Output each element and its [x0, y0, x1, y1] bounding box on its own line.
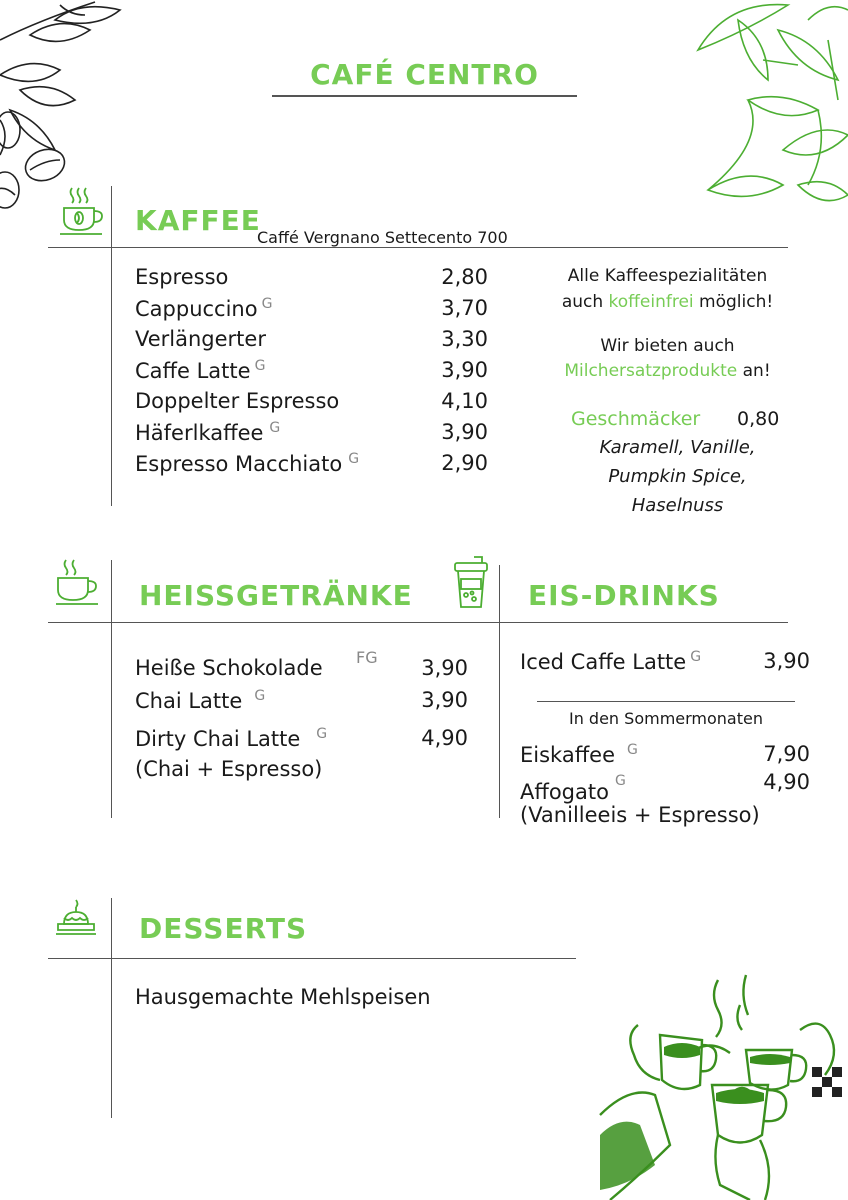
- item-price: 4,90: [763, 770, 810, 794]
- menu-item-espresso: [135, 265, 228, 289]
- desserts-vertical-rule: [111, 898, 112, 1118]
- pudding-dessert-icon: [54, 898, 100, 944]
- allergen-marker: G: [690, 649, 702, 665]
- info-text: an!: [737, 361, 771, 381]
- item-price: 3,90: [441, 420, 488, 444]
- item-price: 3,90: [441, 358, 488, 382]
- heiss-heading: HEISSGETRÄNKE: [139, 579, 413, 612]
- allergen-marker: G: [316, 726, 328, 742]
- kaffee-horizontal-rule: [48, 247, 788, 248]
- item-name: Affogato: [520, 780, 609, 804]
- eis-vertical-rule: [499, 565, 500, 818]
- menu-item-dirty-chai-latte: [135, 726, 327, 751]
- green-leaves-decoration: [688, 0, 848, 210]
- info-text: auch: [561, 292, 609, 312]
- menu-item-doppelter-espresso: [135, 389, 339, 413]
- item-name: Chai Latte: [135, 689, 243, 713]
- allergen-marker: G: [254, 688, 266, 704]
- flavor-list-line: Pumpkin Spice,: [608, 466, 747, 487]
- allergen-marker: G: [614, 773, 626, 789]
- item-name: Dirty Chai Latte: [135, 727, 301, 751]
- milchersatz-highlight: Milchersatzprodukte: [564, 361, 738, 381]
- item-name: Heiße Schokolade: [135, 656, 323, 680]
- affogato-description: (Vanilleeis + Espresso): [520, 803, 760, 827]
- menu-item-verlaengerter: [135, 327, 266, 351]
- menu-item-chai-latte: [135, 688, 265, 713]
- flavors-label: [571, 408, 700, 430]
- info-line-4: [535, 361, 800, 381]
- item-price: 4,90: [421, 726, 468, 750]
- kaffee-vertical-rule: [111, 186, 112, 506]
- item-price: 2,90: [441, 451, 488, 475]
- allergen-marker: G: [261, 296, 273, 312]
- summer-note: In den Sommermonaten: [568, 709, 763, 728]
- eis-heading: EIS-DRINKS: [528, 579, 720, 612]
- menu-item-caffe-latte: [135, 358, 265, 383]
- menu-title: CAFÉ CENTRO: [310, 58, 539, 91]
- summer-divider: [537, 701, 795, 702]
- item-price: 2,80: [441, 265, 488, 289]
- item-name: Espresso Macchiato: [135, 452, 343, 476]
- flavors-label-text: Geschmäcker: [571, 408, 701, 430]
- item-price: 3,30: [441, 327, 488, 351]
- menu-item-affogato: [520, 773, 626, 804]
- hot-drink-cup-icon: [54, 558, 100, 606]
- item-name: Eiskaffee: [520, 743, 616, 767]
- kaffee-subtitle: Caffé Vergnano Settecento 700: [257, 228, 508, 247]
- iced-drink-cup-icon: [452, 555, 490, 611]
- allergen-marker: G: [269, 420, 281, 436]
- heiss-vertical-rule: [111, 560, 112, 818]
- heiss-eis-horizontal-rule: [48, 622, 788, 623]
- allergen-marker: G: [627, 742, 638, 758]
- info-line-1: Alle Kaffeespezialitäten: [567, 266, 768, 286]
- allergen-marker: G: [348, 451, 360, 467]
- allergen-marker: FG: [356, 648, 378, 667]
- item-name: Verlängerter: [135, 327, 266, 351]
- item-price: 3,70: [441, 296, 488, 320]
- item-name: Häferlkaffee: [135, 421, 264, 445]
- flavor-list-line: Karamell, Vanille,: [599, 437, 756, 458]
- desserts-heading: DESSERTS: [139, 912, 308, 945]
- info-text: möglich!: [693, 292, 774, 312]
- info-line-3: Wir bieten auch: [600, 336, 735, 356]
- coffee-cup-icon: [58, 186, 104, 238]
- item-price: 3,90: [763, 649, 810, 673]
- info-line-2: [535, 292, 800, 312]
- dirty-chai-description: (Chai + Espresso): [135, 757, 323, 781]
- allergen-marker: G: [254, 358, 266, 374]
- title-underline: [272, 95, 577, 97]
- flavor-list-line: Haselnuss: [631, 495, 724, 516]
- menu-item-haeferlkaffee: [135, 420, 280, 445]
- menu-item-espresso-macchiato: [135, 451, 359, 476]
- item-name: Iced Caffe Latte: [520, 650, 687, 674]
- menu-item-heisse-schokolade: [135, 656, 323, 680]
- menu-item-iced-caffe-latte: [520, 649, 701, 674]
- item-price: 3,90: [421, 656, 468, 680]
- menu-item-mehlspeisen: Hausgemachte Mehlspeisen: [135, 985, 431, 1009]
- koffeinfrei-highlight: koffeinfrei: [608, 292, 694, 312]
- item-name: Espresso: [135, 265, 229, 289]
- flavors-price: 0,80: [737, 408, 780, 430]
- kaffee-heading: KAFFEE: [135, 204, 261, 237]
- item-price: 3,90: [421, 688, 468, 712]
- item-name: Caffe Latte: [135, 359, 251, 383]
- item-name: Cappuccino: [135, 297, 258, 321]
- desserts-horizontal-rule: [48, 958, 576, 959]
- menu-item-cappuccino: [135, 296, 272, 321]
- item-price: 4,10: [441, 389, 488, 413]
- coffee-leaves-decoration: [0, 0, 140, 215]
- item-name: Doppelter Espresso: [135, 389, 340, 413]
- menu-item-eiskaffee: [520, 742, 638, 767]
- item-price: 7,90: [763, 742, 810, 766]
- cheers-cups-illustration: [600, 975, 848, 1200]
